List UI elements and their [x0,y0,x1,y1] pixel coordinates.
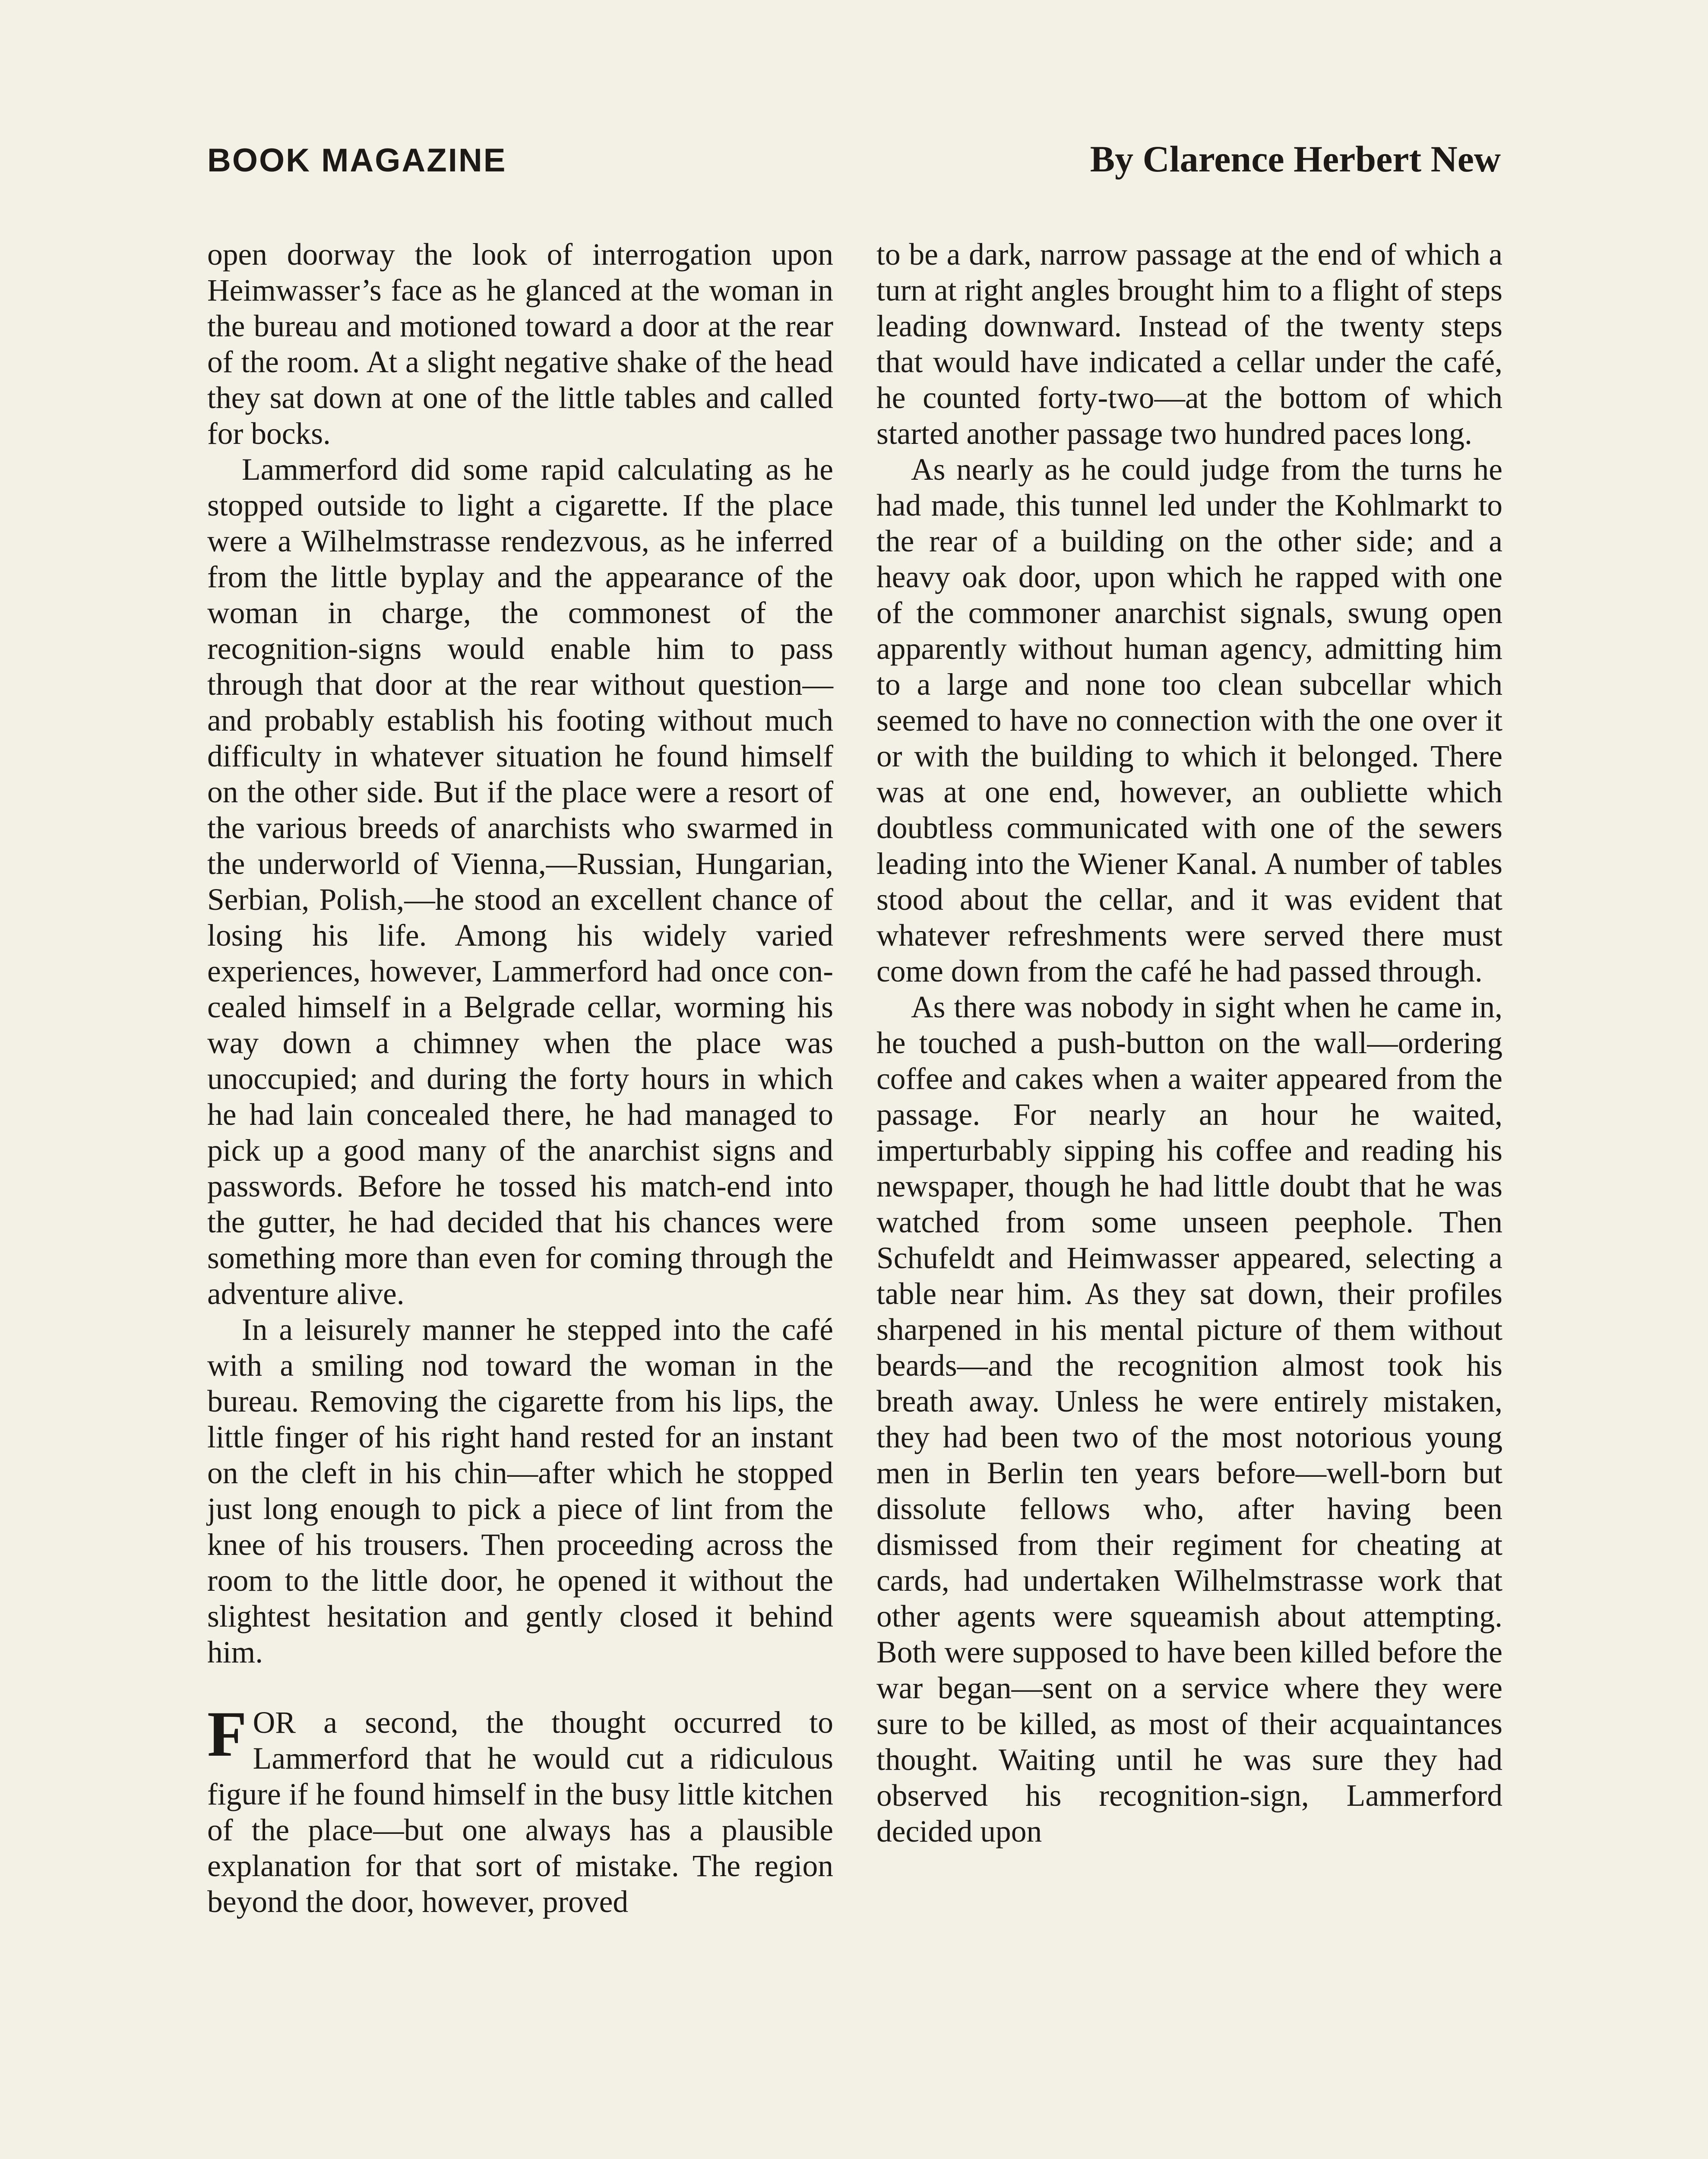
paragraph: In a leisurely manner he stepped into the café with a smiling nod toward the woman in the bureau. Removing the cigarette from his lips, the little finger of his right hand rested for an instant on the cleft in his chin—after which he stopped just long enough to pick a piece of lint from the knee of his trousers. Then proceeding across the room to the little door, he opened it without the slightest hesitation and gently closed it behind him. [207,1313,833,1669]
paragraph-text: OR a second, the thought occurred to Lammerford that he would cut a ridiculous figure if he found himself in the busy little kitchen of the place—but one always has a plausible explanation for that sort of mistake. The region beyond the door, however, proved [207,1706,833,1919]
section-opening-paragraph [207,1698,833,1920]
paragraph: open doorway the look of interrogation upon Heimwasser’s face as he glanced at the woman in the bureau and motioned toward a door at the rear of the room. At a slight negative shake of the head they sat down at one of the little tables and called for bocks. [207,237,833,451]
left-column [207,237,833,1920]
right-column [876,237,1502,1849]
paragraph: As there was nobody in sight when he came in, he touched a push-button on the wall—ordering coffee and cakes when a waiter appeared from the passage. For nearly an hour he waited, imperturbably sipping his coffee and reading his newspaper, though he had little doubt that he was watched from some unseen peephole. Then Schufeldt and Heimwasser appeared, selecting a table near him. As they sat down, their profiles sharpened in his mental picture of them without beards—and the recognition almost took his breath away. Unless he were entirely mistaken, they had been two of the most notorious young men in Berlin ten years before—well-born but dissolute fellows who, after having been dismissed from their regiment for cheating at cards, had undertaken Wilhelmstrasse work that other agents were squeamish about attempting. Both were supposed to have been killed before the war began—sent on a service where they were sure to be killed, as most of their acquaintances thought. Waiting until he was sure they had observed his recognition-sign, Lammerford decided upon [876,990,1502,1849]
running-head [207,137,1501,180]
paragraph: to be a dark, narrow passage at the end of which a turn at right angles brought him to a flight of steps leading downward. Instead of the twenty steps that would have indicated a cellar under the café, he counted forty-two—at the bottom of which started another passage two hundred paces long. [876,237,1502,451]
paragraph: As nearly as he could judge from the turns he had made, this tunnel led under the Kohlmarkt to the rear of a building on the other side; and a heavy oak door, upon which he rapped with one of the commoner anarchist signals, swung open apparently without human agency, admitting him to a large and none too clean subcellar which seemed to have no connection with the one over it or with the building to which it belonged. There was at one end, however, an oubliette which doubtless communicated with one of the sewers leading into the Wiener Kanal. A number of tables stood about the cellar, and it was evident that whatever refreshments were served there must come down from the café he had passed through. [876,453,1502,988]
paragraph: Lammerford did some rapid calculating as he stopped outside to light a cigarette. If the place were a Wilhelmstrasse rendezvous, as he inferred from the little byplay and the appearance of the woman in charge, the commonest of the recognition-signs would enable him to pass through that door at the rear without question—and probably establish his footing without much difficulty in whatever situation he found himself on the other side. But if the place were a resort of the various breeds of anarchists who swarmed in the underworld of Vienna,—Russian, Hungarian, Serbian, Polish,—he stood an excellent chance of losing his life. Among his widely varied experiences, however, Lammerford had once concealed himself in a Belgrade cellar, worming his way down a chimney when the place was unoccupied; and during the forty hours in which he had lain concealed there, he had managed to pick up a good many of the anarchist signs and passwords. Before he tossed his match-end into the gutter, he had decided that his chances were something more than even for coming through the adventure alive. [207,453,833,1311]
magazine-title: BOOK MAGAZINE [207,142,507,179]
drop-cap: F [207,1698,247,1770]
author-byline: By Clarence Herbert New [1090,138,1501,180]
